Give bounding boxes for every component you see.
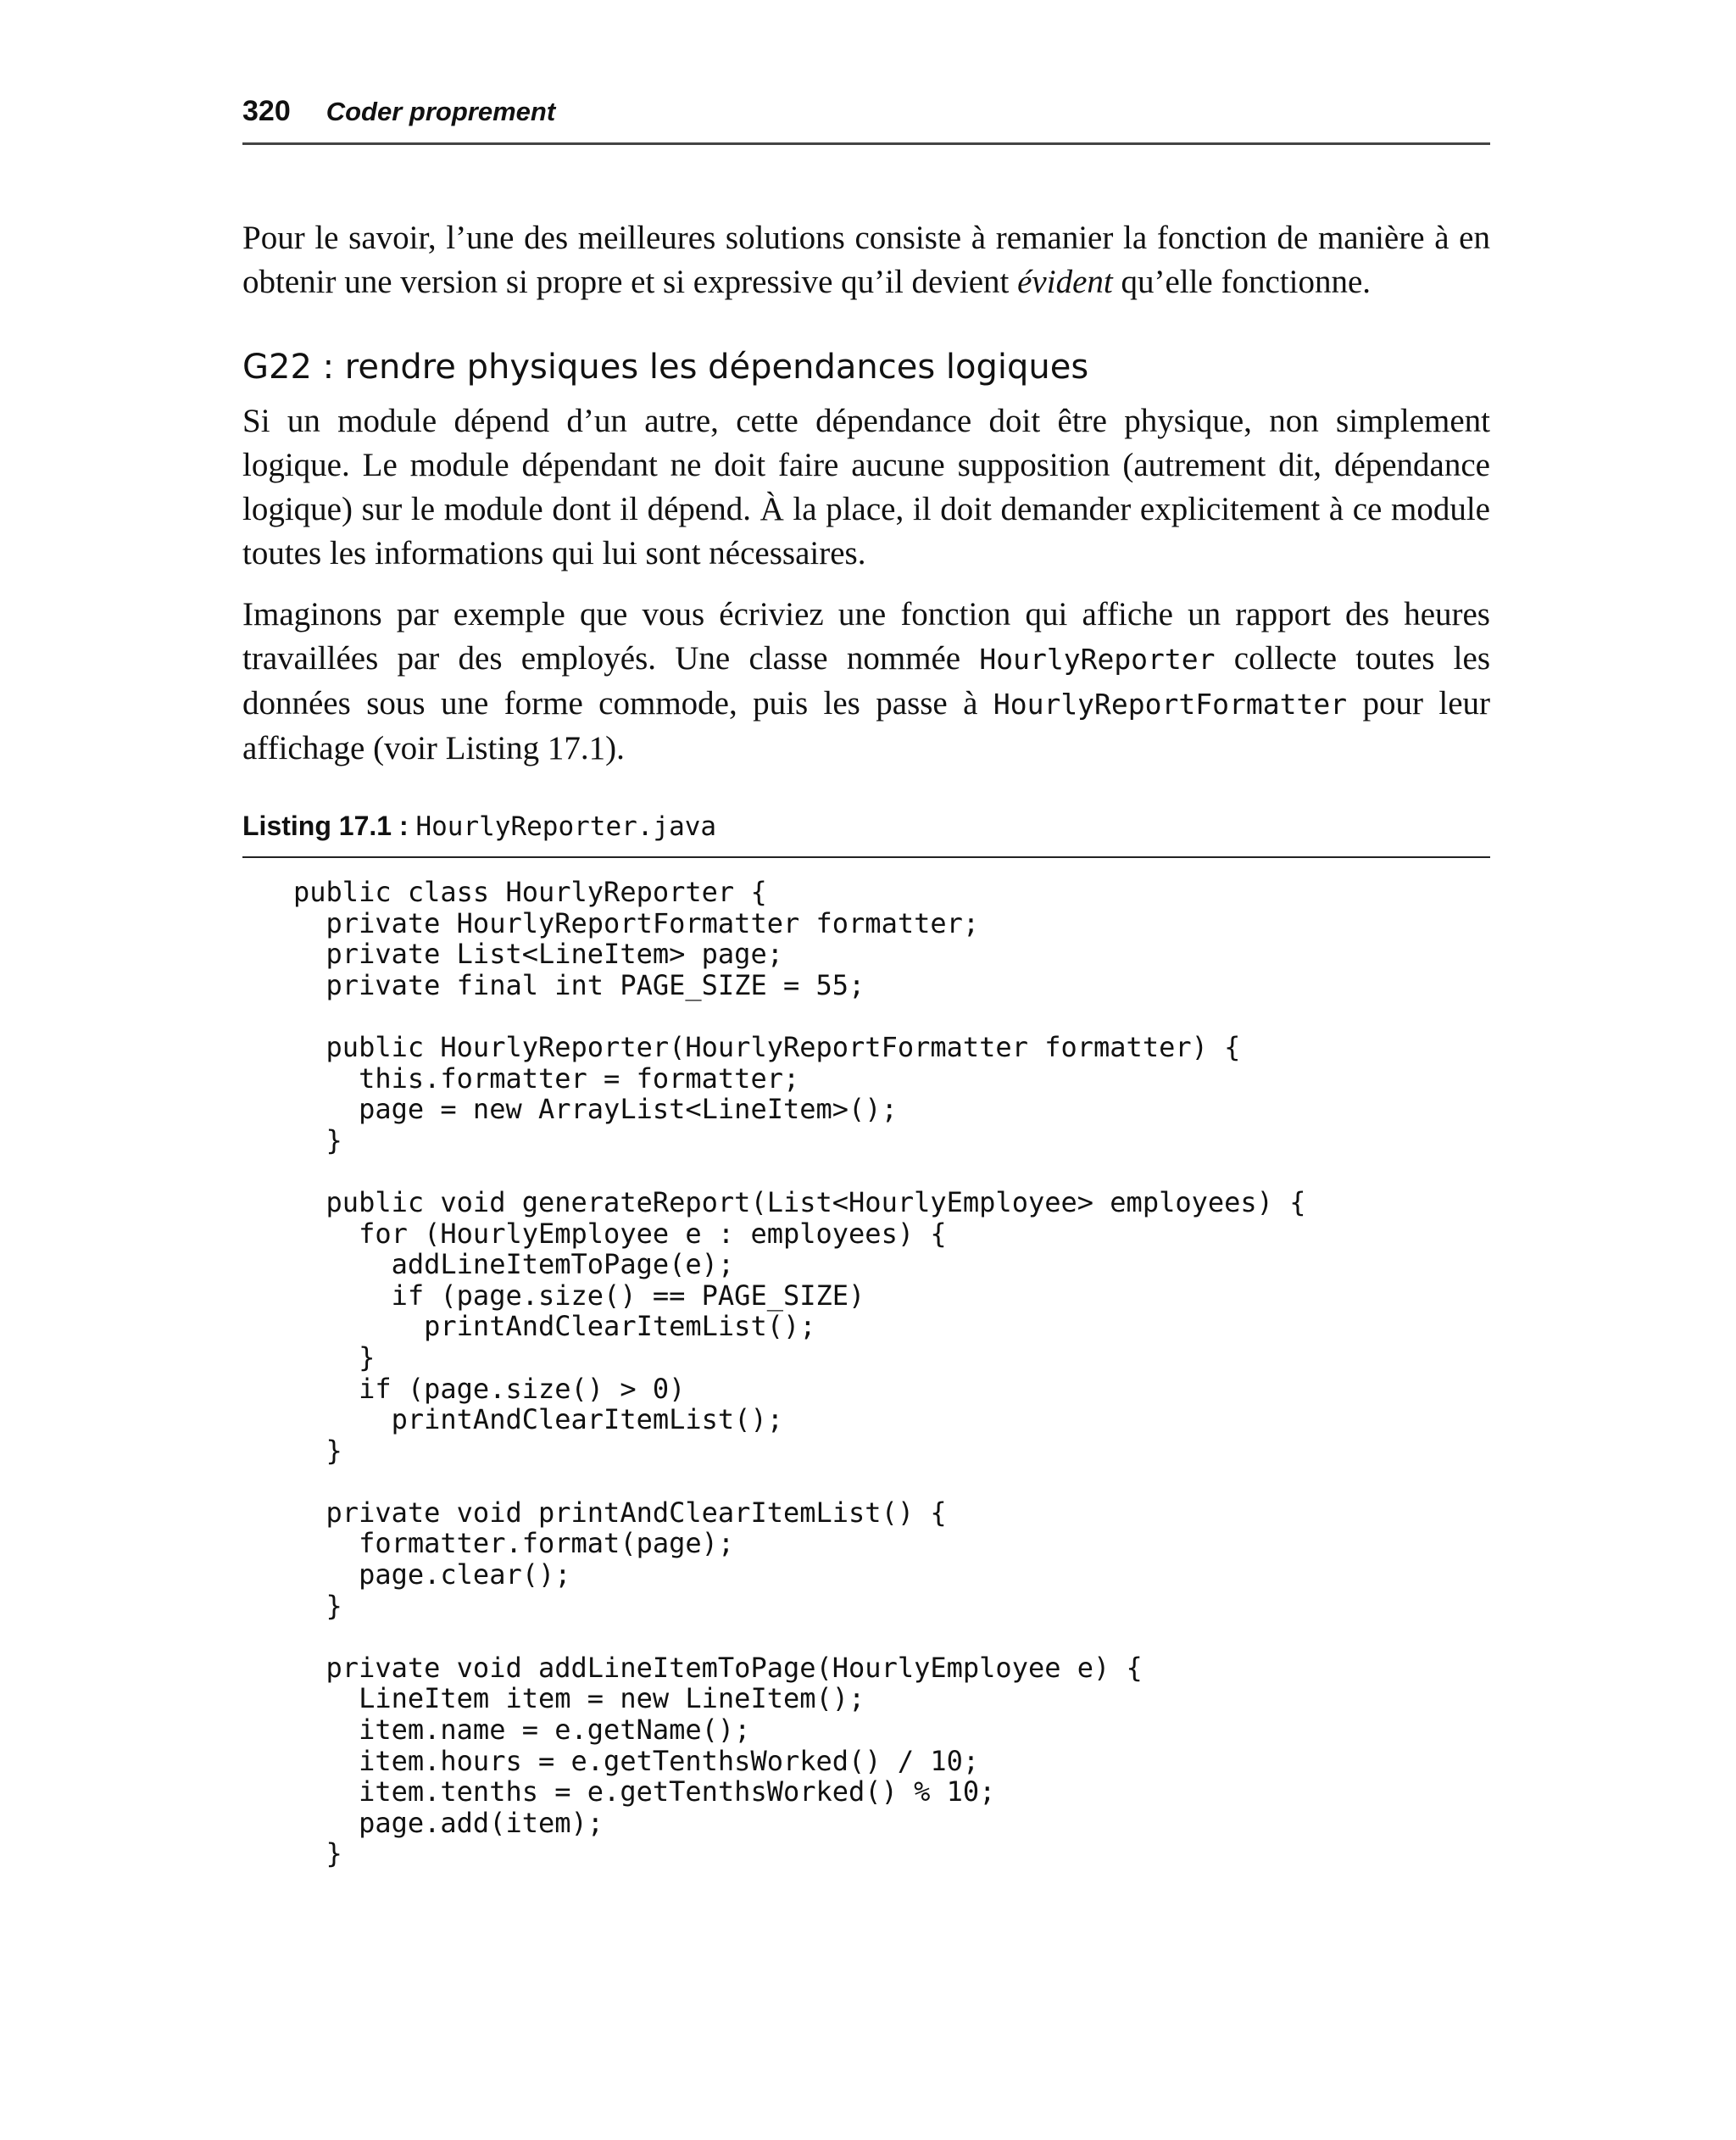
listing-caption xyxy=(242,808,1490,844)
paragraph-intro-end: qu’elle fonctionne. xyxy=(1112,264,1372,300)
book-page xyxy=(242,95,1490,1870)
book-title: Coder proprement xyxy=(326,97,556,126)
page-number: 320 xyxy=(242,95,291,127)
inline-code-hourly-reporter: HourlyReporter xyxy=(979,643,1216,676)
listing-rule xyxy=(242,856,1490,858)
paragraph-intro xyxy=(242,216,1490,304)
header-rule xyxy=(242,142,1490,145)
inline-code-hourly-report-formatter: HourlyReportFormatter xyxy=(993,688,1348,721)
listing-filename: HourlyReporter.java xyxy=(415,811,717,842)
emphasis-text: évident xyxy=(1017,264,1113,300)
code-listing: public class HourlyReporter { private HourlyReportFormatter formatter; private List<LineItem> page; private final int PAGE_SIZE = 55; public HourlyReporter(HourlyReportFormatter formatter) { this.formatter = formatter; page = new ArrayList<LineItem>(); } public void generateReport(List<HourlyEmployee> employees) { for (HourlyEmployee e : employees) { addLineItemToPage(e); if (page.size() == PAGE_SIZE) printAndClearItemList(); } if (page.size() > 0) printAndClearItemList(); } private void printAndClearItemList() { formatter.format(page); page.clear(); } private void addLineItemToPage(HourlyEmployee e) { LineItem item = new LineItem(); item.name = e.getName(); item.hours = e.getTenthsWorked() / 10; item.tenths = e.getTenthsWorked() % 10; page.add(item); } xyxy=(293,876,1306,1870)
paragraph-example-text: Imaginons par exemple que vous écriviez une fonction qui affiche un rapport des heures travaillées par des employés. Une classe nommée xyxy=(242,596,1490,677)
paragraph-example xyxy=(242,593,1490,771)
paragraph-intro-text: Pour le savoir, l’une des meilleures solutions consiste à remanier la fonction de manière à en obtenir une version si propre et si expressive qu’il devient xyxy=(242,220,1490,300)
section-heading: G22 : rendre physiques les dépendances logiques xyxy=(242,348,1089,387)
paragraph-example-text-3: pour leur affichage (voir Listing 17.1). xyxy=(242,685,1490,766)
running-header xyxy=(242,95,1490,136)
listing-label: Listing 17.1 : xyxy=(242,811,409,841)
paragraph-dependency: Si un module dépend d’un autre, cette dépendance doit être physique, non simplement logique. Le module dépendant ne doit faire aucune supposition (autrement dit, dépendance logique) sur le module dont il dépend. À la place, il doit demander explicitement à ce module toutes les informations qui lui sont nécessaires. xyxy=(242,403,1490,571)
paragraph-example-text-2: collecte toutes les données sous une forme commode, puis les passe à xyxy=(242,640,1490,722)
